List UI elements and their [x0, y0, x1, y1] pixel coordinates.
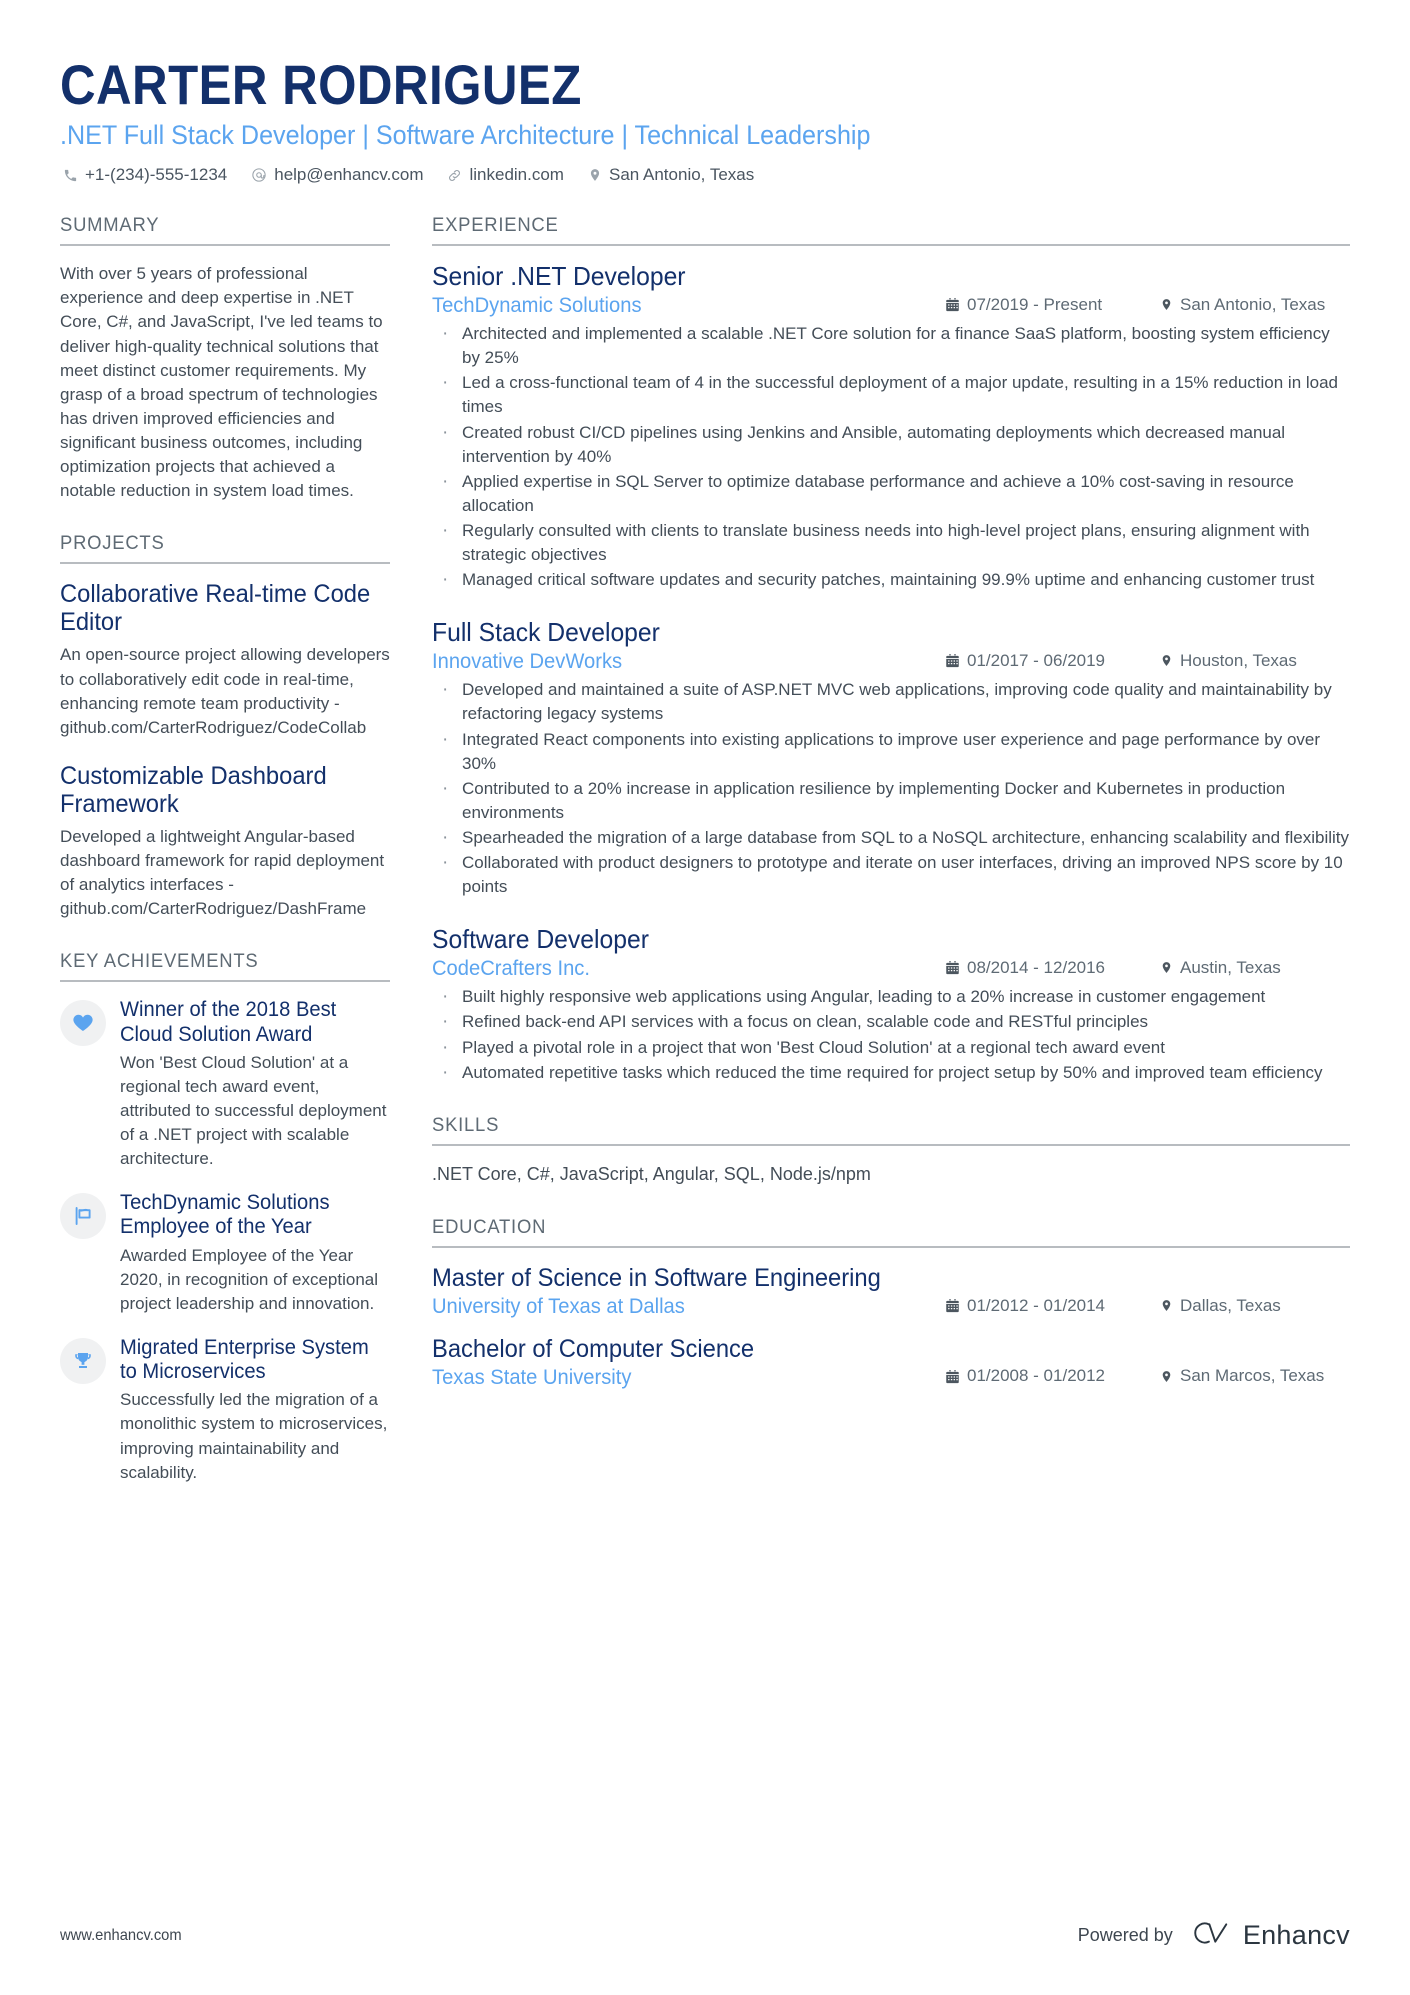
education-location — [1160, 1366, 1350, 1386]
right-column — [432, 215, 1350, 1515]
job-location — [1160, 651, 1350, 671]
achievement-title: Migrated Enterprise System to Microservices — [120, 1336, 369, 1384]
contact-email[interactable] — [251, 165, 423, 185]
calendar-icon — [945, 1369, 960, 1384]
section-title-skills: SKILLS — [432, 1114, 500, 1136]
bullet: · Applied expertise in SQL Server to optimize database performance and achieve a 10% cost-saving in resource allocation — [432, 470, 1350, 518]
divider — [432, 1144, 1350, 1146]
job-role: Full Stack Developer — [432, 617, 660, 648]
job-company: Innovative DevWorks — [432, 650, 623, 674]
calendar-icon — [945, 653, 960, 668]
job-meta — [432, 957, 1350, 981]
education-school: Texas State University — [432, 1365, 632, 1389]
project-item — [60, 762, 390, 922]
section-skills — [432, 1115, 1350, 1188]
brand-name: Enhancv — [1242, 1920, 1350, 1950]
bullet: · Collaborated with product designers to prototype and iterate on user interfaces, driving an improved NPS score by 10 points — [432, 851, 1350, 899]
bullet: · Managed critical software updates and security patches, maintaining 99.9% uptime and enhancing customer trust — [432, 568, 1350, 592]
job-location-text: Houston, Texas — [1180, 650, 1297, 670]
summary-text: With over 5 years of professional experience and deep expertise in .NET Core, C#, and JavaScript, I've led teams to deliver high-quality technical solutions that meet distinct customer requirements. My grasp of a broad spectrum of technologies has driven improved efficiencies and significant business outcomes, including optimization projects that achieved a notable reduction in system load times. — [60, 264, 383, 501]
candidate-headline: .NET Full Stack Developer | Software Architecture | Technical Leadership — [60, 119, 871, 150]
achievement-title: TechDynamic Solutions Employee of the Year — [120, 1191, 330, 1239]
flag-icon — [60, 1193, 106, 1239]
job-role: Senior .NET Developer — [432, 261, 686, 292]
job-dates-text: 01/2017 - 06/2019 — [967, 650, 1106, 670]
location-pin-icon — [1160, 960, 1173, 975]
column-gap — [390, 215, 432, 1515]
job-location — [1160, 958, 1350, 978]
calendar-icon — [945, 297, 960, 312]
achievement-description: Successfully led the migration of a monolithic system to microservices, improving maintainability and scalability. — [120, 1390, 388, 1482]
section-summary — [60, 215, 390, 503]
education-location — [1160, 1296, 1350, 1316]
contact-phone-text: +1-(234)-555-1234 — [85, 165, 228, 185]
divider — [432, 244, 1350, 246]
section-title-key-achievements: KEY ACHIEVEMENTS — [60, 951, 259, 973]
bullet: · Developed and maintained a suite of ASP.NET MVC web applications, improving code quality and maintainability by refactoring legacy systems — [432, 678, 1350, 726]
education-dates — [945, 1296, 1160, 1316]
section-projects — [60, 533, 390, 921]
achievement-body — [120, 1336, 390, 1485]
job-dates — [945, 651, 1160, 671]
skills-text: .NET Core, C#, JavaScript, Angular, SQL, Node.js/npm — [432, 1163, 871, 1184]
trophy-icon — [60, 1338, 106, 1384]
contact-link-text: linkedin.com — [469, 165, 564, 185]
email-icon — [251, 167, 267, 183]
job-company: TechDynamic Solutions — [432, 294, 642, 318]
experience-item — [432, 925, 1350, 1084]
education-location-text: San Marcos, Texas — [1180, 1366, 1325, 1386]
job-dates — [945, 295, 1160, 315]
job-company: CodeCrafters Inc. — [432, 957, 590, 981]
contact-link[interactable] — [447, 165, 564, 185]
bullet: · Integrated React components into existing applications to improve user experience and page performance by over 30% — [432, 728, 1350, 776]
job-location-text: San Antonio, Texas — [1180, 294, 1326, 314]
job-role: Software Developer — [432, 924, 649, 955]
heart-icon — [60, 1000, 106, 1046]
bullet: · Created robust CI/CD pipelines using Jenkins and Ansible, automating deployments which decreased manual intervention by 40% — [432, 421, 1350, 469]
bullet: · Built highly responsive web applications using Angular, leading to a 20% increase in customer engagement — [432, 985, 1350, 1009]
job-dates-text: 07/2019 - Present — [967, 294, 1103, 314]
location-pin-icon — [588, 167, 602, 183]
section-education — [432, 1217, 1350, 1390]
location-pin-icon — [1160, 653, 1173, 668]
achievement-title: Winner of the 2018 Best Cloud Solution Award — [120, 998, 337, 1046]
powered-by-label: Powered by — [1077, 1925, 1173, 1945]
experience-item — [432, 618, 1350, 899]
left-column — [60, 215, 390, 1515]
divider — [60, 980, 390, 982]
footer-url[interactable]: www.enhancv.com — [60, 1926, 182, 1944]
achievement-description: Won 'Best Cloud Solution' at a regional tech award event, attributed to successful deployment of a .NET project with scalable architecture. — [120, 1052, 387, 1169]
divider — [432, 1246, 1350, 1248]
footer-brand — [1078, 1918, 1350, 1953]
job-bullets — [432, 322, 1350, 592]
contact-phone[interactable] — [63, 165, 227, 185]
bullet: · Automated repetitive tasks which reduced the time required for project setup by 50% and improved team efficiency — [432, 1061, 1350, 1085]
location-pin-icon — [1160, 1298, 1173, 1313]
project-item — [60, 580, 390, 740]
location-pin-icon — [1160, 297, 1173, 312]
achievement-item — [60, 1336, 390, 1485]
location-pin-icon — [1160, 1369, 1173, 1384]
candidate-name: CARTER RODRIGUEZ — [60, 53, 582, 116]
education-degree: Master of Science in Software Engineering — [432, 1264, 881, 1293]
bullet: · Spearheaded the migration of a large database from SQL to a NoSQL architecture, enhancing scalability and flexibility — [432, 826, 1350, 850]
education-degree: Bachelor of Computer Science — [432, 1335, 755, 1364]
bullet: · Played a pivotal role in a project that won 'Best Cloud Solution' at a regional tech award event — [432, 1036, 1350, 1060]
job-location-text: Austin, Texas — [1180, 957, 1281, 977]
job-dates — [945, 958, 1160, 978]
contact-location — [588, 165, 754, 185]
project-description: Developed a lightweight Angular-based dashboard framework for rapid deployment of analytics interfaces - github.com/CarterRodriguez/DashFrame — [60, 826, 385, 919]
education-item — [432, 1264, 1350, 1319]
job-dates-text: 08/2014 - 12/2016 — [967, 957, 1106, 977]
education-dates-text: 01/2008 - 01/2012 — [967, 1366, 1106, 1386]
education-school: University of Texas at Dallas — [432, 1295, 685, 1319]
phone-icon — [63, 168, 78, 183]
bullet: · Led a cross-functional team of 4 in the successful deployment of a major update, resulting in a 15% reduction in load times — [432, 371, 1350, 419]
job-location — [1160, 295, 1350, 315]
experience-item — [432, 262, 1350, 592]
divider — [60, 562, 390, 564]
education-item — [432, 1335, 1350, 1390]
enhancv-logo-icon — [1187, 1918, 1229, 1953]
section-title-experience: EXPERIENCE — [432, 215, 559, 237]
job-meta — [432, 294, 1350, 318]
achievement-item — [60, 1191, 390, 1316]
contact-location-text: San Antonio, Texas — [608, 165, 755, 185]
bullet: · Architected and implemented a scalable .NET Core solution for a finance SaaS platform, boosting system efficiency by 25% — [432, 322, 1350, 370]
bullet: · Refined back-end API services with a focus on clean, scalable code and RESTful principles — [432, 1010, 1350, 1034]
resume-header — [60, 53, 1350, 185]
section-title-summary: SUMMARY — [60, 215, 160, 237]
section-experience — [432, 215, 1350, 1085]
achievement-body — [120, 998, 390, 1171]
job-meta — [432, 650, 1350, 674]
achievement-body — [120, 1191, 390, 1316]
achievement-description: Awarded Employee of the Year 2020, in recognition of exceptional project leadership and innovation. — [120, 1245, 379, 1313]
bullet: · Contributed to a 20% increase in application resilience by implementing Docker and Kubernetes in production environments — [432, 777, 1350, 825]
achievement-item — [60, 998, 390, 1171]
project-name: Collaborative Real-time Code Editor — [60, 580, 371, 637]
job-bullets — [432, 985, 1350, 1085]
page-footer — [60, 1918, 1350, 1953]
project-name: Customizable Dashboard Framework — [60, 761, 327, 818]
education-dates-text: 01/2012 - 01/2014 — [967, 1295, 1106, 1315]
education-meta — [432, 1366, 1350, 1390]
job-bullets — [432, 678, 1350, 899]
divider — [60, 244, 390, 246]
education-meta — [432, 1295, 1350, 1319]
bullet: · Regularly consulted with clients to translate business needs into high-level project plans, ensuring alignment with strategic objectives — [432, 519, 1350, 567]
calendar-icon — [945, 960, 960, 975]
education-location-text: Dallas, Texas — [1180, 1295, 1281, 1315]
project-description: An open-source project allowing developers to collaboratively edit code in real-time, enhancing remote team productivity - github.com/CarterRodriguez/CodeCollab — [60, 645, 390, 737]
contact-email-text: help@enhancv.com — [274, 165, 424, 185]
resume-body — [60, 215, 1350, 1515]
contact-row — [60, 165, 1350, 185]
section-key-achievements — [60, 951, 390, 1484]
section-title-education: EDUCATION — [432, 1217, 547, 1239]
calendar-icon — [945, 1298, 960, 1313]
section-title-projects: PROJECTS — [60, 533, 165, 555]
education-dates — [945, 1366, 1160, 1386]
link-icon — [447, 168, 462, 183]
